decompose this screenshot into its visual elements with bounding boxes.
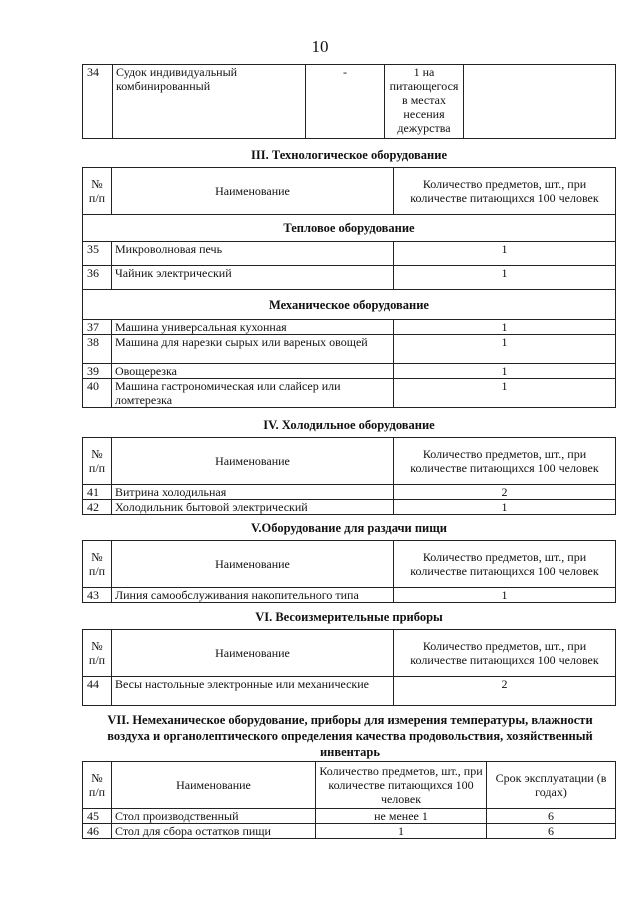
- row-number: 45: [83, 809, 112, 824]
- item-term: 6: [487, 809, 616, 824]
- row-number: 36: [83, 266, 112, 290]
- table-row: [83, 809, 616, 824]
- item-name: Судок индивидуальный комбинированный: [113, 65, 306, 139]
- header-num: № п/п: [83, 541, 112, 588]
- item-name: Линия самообслуживания накопительного типа: [112, 588, 394, 603]
- item-col4: 1 на питающегося в местах несения дежурства: [385, 65, 464, 139]
- table-row: [83, 677, 616, 706]
- table-row: [83, 335, 616, 364]
- item-name: Стол для сбора остатков пищи: [112, 824, 316, 839]
- item-name: Весы настольные электронные или механические: [112, 677, 394, 706]
- item-qty: 1: [394, 320, 616, 335]
- header-num: № п/п: [83, 168, 112, 215]
- item-qty: не менее 1: [316, 809, 487, 824]
- subheader-row: [83, 290, 616, 320]
- item-qty: 1: [394, 379, 616, 408]
- item-name: Машина для нарезки сырых или вареных овощей: [112, 335, 394, 364]
- item-qty: 1: [394, 500, 616, 515]
- item-name: Витрина холодильная: [112, 485, 394, 500]
- subheader-thermal: Тепловое оборудование: [83, 215, 616, 242]
- table-row: [83, 500, 616, 515]
- row-number: 42: [83, 500, 112, 515]
- subheader-mechanical: Механическое оборудование: [83, 290, 616, 320]
- table-header-row: [83, 541, 616, 588]
- table-section-3: [82, 167, 616, 408]
- table-section-6: [82, 629, 616, 706]
- header-term: Срок эксплуатации (в годах): [487, 762, 616, 809]
- header-name: Наименование: [112, 438, 394, 485]
- item-qty: 1: [394, 266, 616, 290]
- subheader-row: [83, 215, 616, 242]
- row-number: 44: [83, 677, 112, 706]
- table-header-row: [83, 168, 616, 215]
- table-header-row: [83, 762, 616, 809]
- header-qty: Количество предметов, шт., при количестве питающихся 100 человек: [316, 762, 487, 809]
- table-row: [83, 320, 616, 335]
- header-name: Наименование: [112, 630, 394, 677]
- section-title-3: III. Технологическое оборудование: [251, 148, 447, 162]
- header-qty: Количество предметов, шт., при количестве питающихся 100 человек: [394, 541, 616, 588]
- item-term: 6: [487, 824, 616, 839]
- header-num: № п/п: [83, 762, 112, 809]
- table-row: [83, 588, 616, 603]
- table-section-7: [82, 761, 616, 839]
- section-title-7: VII. Немеханическое оборудование, приборы для измерения температуры, влажности воздуха и органолептического определения качества продовольствия, хозяйственный инвентарь: [107, 713, 593, 759]
- row-number: 39: [83, 364, 112, 379]
- section-title-4: IV. Холодильное оборудование: [263, 418, 435, 432]
- table-row: [83, 242, 616, 266]
- row-number: 40: [83, 379, 112, 408]
- item-qty: 1: [394, 364, 616, 379]
- item-name: Холодильник бытовой электрический: [112, 500, 394, 515]
- item-name: Микроволновая печь: [112, 242, 394, 266]
- item-qty: 2: [394, 677, 616, 706]
- table-row: [83, 364, 616, 379]
- row-number: 43: [83, 588, 112, 603]
- item-qty: 1: [316, 824, 487, 839]
- table-row: [83, 485, 616, 500]
- item-col3: -: [306, 65, 385, 139]
- row-number: 41: [83, 485, 112, 500]
- header-name: Наименование: [112, 541, 394, 588]
- table-continuation: [82, 64, 616, 139]
- item-name: Машина универсальная кухонная: [112, 320, 394, 335]
- section-title-6: VI. Весоизмерительные приборы: [255, 610, 443, 624]
- row-number: 46: [83, 824, 112, 839]
- section-title-5: V.Оборудование для раздачи пищи: [250, 521, 448, 535]
- item-qty: 1: [394, 242, 616, 266]
- table-row: [83, 379, 616, 408]
- item-name: Машина гастрономическая или слайсер или ломтерезка: [112, 379, 394, 408]
- item-qty: 1: [394, 588, 616, 603]
- header-qty: Количество предметов, шт., при количестве питающихся 100 человек: [394, 438, 616, 485]
- item-qty: 2: [394, 485, 616, 500]
- item-name: Чайник электрический: [112, 266, 394, 290]
- item-qty: 1: [394, 335, 616, 364]
- header-qty: Количество предметов, шт., при количестве питающихся 100 человек: [394, 168, 616, 215]
- row-number: 38: [83, 335, 112, 364]
- table-header-row: [83, 630, 616, 677]
- row-number: 37: [83, 320, 112, 335]
- item-name: Стол производственный: [112, 809, 316, 824]
- row-number: 34: [83, 65, 113, 139]
- table-section-4: [82, 437, 616, 515]
- row-number: 35: [83, 242, 112, 266]
- header-qty: Количество предметов, шт., при количестве питающихся 100 человек: [394, 630, 616, 677]
- header-num: № п/п: [83, 438, 112, 485]
- table-header-row: [83, 438, 616, 485]
- header-name: Наименование: [112, 762, 316, 809]
- header-name: Наименование: [112, 168, 394, 215]
- table-section-5: [82, 540, 616, 603]
- page-number: 10: [311, 37, 329, 56]
- item-col5: [464, 65, 616, 139]
- table-row: [83, 824, 616, 839]
- table-row: [83, 65, 616, 139]
- item-name: Овощерезка: [112, 364, 394, 379]
- table-row: [83, 266, 616, 290]
- header-num: № п/п: [83, 630, 112, 677]
